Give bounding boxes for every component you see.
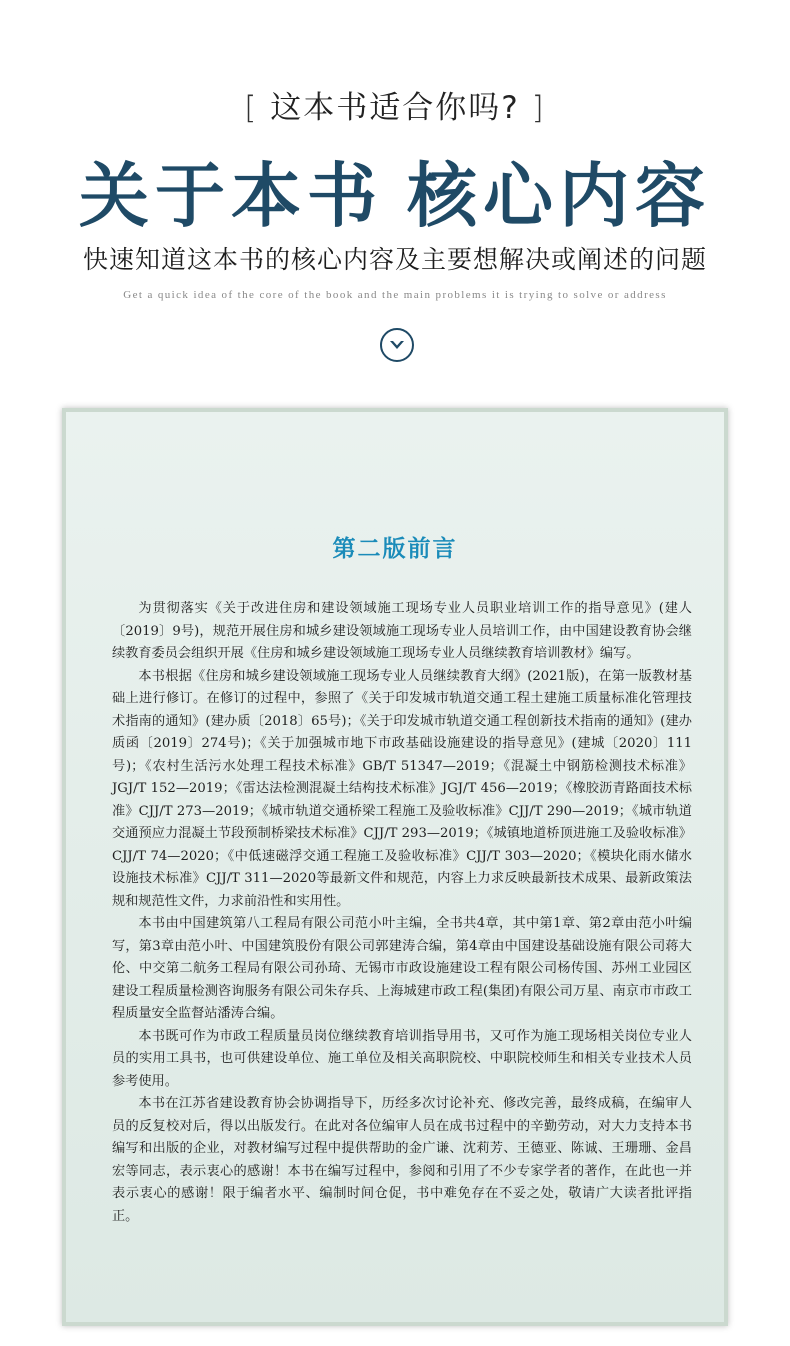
- book-page: [66, 412, 724, 1322]
- question-text: 这本书适合你吗?: [270, 90, 520, 126]
- preface-paragraph: 本书在江苏省建设教育协会协调指导下，历经多次讨论补充、修改完善，最终成稿，在编审人员的反复校对后，得以出版发行。在此对各位编审人员在成书过程中的辛勤劳动，对大力支持本书编写和出版的企业，对教材编写过程中提供帮助的金广谦、沈莉芳、王德亚、陈诚、王珊珊、金昌宏等同志，表示衷心的感谢！本书在编写过程中，参阅和引用了不少专家学者的著作，在此也一并表示衷心的感谢！限于编者水平、编制时间仓促，书中难免存在不妥之处，敬请广大读者批评指正。: [112, 1096, 692, 1224]
- bracket-close: ]: [531, 90, 546, 126]
- preface-paragraph: 本书既可作为市政工程质量员岗位继续教育培训指导用书，又可作为施工现场相关岗位专业人员的实用工具书，也可供建设单位、施工单位及相关高职院校、中职院校师生和相关专业技术人员参考使用。: [112, 1028, 692, 1089]
- subtitle-cn: 快速知道这本书的核心内容及主要想解决或阐述的问题: [82, 245, 707, 274]
- bracket-open: [: [244, 90, 259, 126]
- header-question: [0, 82, 790, 127]
- page-title: [0, 140, 790, 241]
- preface-paragraph: 本书根据《住房和城乡建设领域施工现场专业人员继续教育大纲》(2021版)，在第一版教材基础上进行修订。在修订的过程中，参照了《关于印发城市轨道交通工程土建施工质量标准化管理技术指南的通知》(建办质〔2018〕65号)；《关于印发城市轨道交通工程创新技术指南的通知》(建办质函〔2019〕274号)；《关于加强城市地下市政基础设施建设的指导意见》(建城〔2020〕111号)；《农村生活污水处理工程技术标准》GB/T 51347—2019；《混凝土中钢筋检测技术标准》JGJ/T 152—2019；《雷达法检测混凝土结构技术标准》JGJ/T 456—2019；《橡胶沥青路面技术标准》CJJ/T 273—2019；《城市轨道交通桥梁工程施工及验收标准》CJJ/T 290—2019；《城市轨道交通预应力混凝土节段预制桥梁技术标准》CJJ/T 293—2019；《城镇地道桥顶进施工及验收标准》CJJ/T 74—2020；《中低速磁浮交通工程施工及验收标准》CJJ/T 303—2020；《模块化雨水储水设施技术标准》CJJ/T 311—2020等最新文件和规范，内容上力求反映最新技术成果、最新政策法规和规范性文件，力求前沿性和实用性。: [112, 668, 692, 909]
- chevron-down-icon: [387, 335, 407, 355]
- book-photo: [62, 408, 728, 1326]
- chevron-down-circle-icon[interactable]: [380, 328, 414, 362]
- subtitle-en: Get a quick idea of the core of the book and the main problems it is trying to solve or address: [123, 289, 667, 301]
- title-part1: 关于本书: [79, 155, 383, 237]
- preface-paragraph: 本书由中国建筑第八工程局有限公司范小叶主编，全书共4章，其中第1章、第2章由范小叶编写，第3章由范小叶、中国建筑股份有限公司郭建涛合编，第4章由中国建设基础设施有限公司蒋大伦、中交第二航务工程局有限公司孙琦、无锡市市政设施建设工程有限公司杨传国、苏州工业园区建设工程质量检测咨询服务有限公司朱存兵、上海城建市政工程(集团)有限公司万星、南京市市政工程质量安全监督站潘涛合编。: [112, 916, 692, 1021]
- preface-paragraph: 为贯彻落实《关于改进住房和建设领域施工现场专业人员职业培训工作的指导意见》(建人〔2019〕9号)，规范开展住房和城乡建设领域施工现场专业人员培训工作，由中国建设教育协会继续教育委员会组织开展《住房和城乡建设领域施工现场专业人员继续教育培训教材》编写。: [112, 601, 692, 661]
- preface-title: 第二版前言: [332, 536, 458, 562]
- preface-body: [112, 598, 692, 1228]
- title-part2: 核心内容: [407, 155, 711, 237]
